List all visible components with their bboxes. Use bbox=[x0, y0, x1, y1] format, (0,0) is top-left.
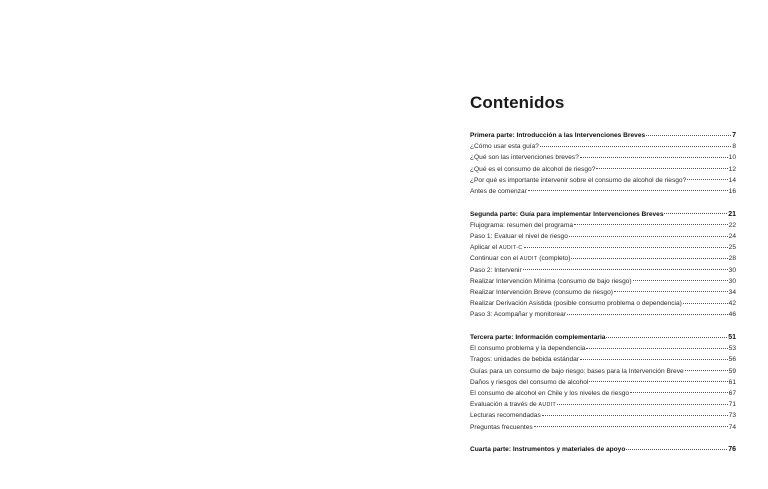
dot-leader bbox=[596, 167, 727, 169]
toc-entry[interactable] bbox=[470, 231, 736, 242]
toc-page-number: 22 bbox=[728, 221, 736, 229]
dot-leader bbox=[542, 414, 728, 416]
dot-leader bbox=[528, 189, 728, 191]
toc-page-number: 76 bbox=[728, 446, 736, 454]
toc-entry-label-text: Aplicar el bbox=[470, 244, 499, 252]
toc-entry[interactable] bbox=[470, 422, 736, 433]
toc-entry[interactable] bbox=[470, 186, 736, 197]
toc-page-number: 24 bbox=[728, 233, 736, 240]
toc-entry-label: El consumo de alcohol en Chile y los niveles de riesgo bbox=[470, 389, 630, 397]
toc-entry-label: Segunda parte: Guía para implementar Intervenciones Breves bbox=[470, 210, 664, 218]
toc-entry-label: ¿Qué es el consumo de alcohol de riesgo? bbox=[470, 165, 596, 173]
toc-page-number: 21 bbox=[728, 210, 736, 218]
toc-entry-label: Preguntas frecuentes bbox=[470, 423, 533, 431]
page-title: Contenidos bbox=[470, 93, 565, 112]
toc-entry-label: Guías para un consumo de bajo riesgo: bases para la Intervención Breve bbox=[470, 367, 684, 375]
dot-leader bbox=[606, 336, 727, 338]
toc-page-number: 67 bbox=[728, 389, 736, 397]
toc-entry[interactable] bbox=[470, 399, 736, 410]
toc-entry[interactable] bbox=[470, 343, 736, 354]
dot-leader bbox=[630, 391, 728, 393]
toc-part-heading[interactable] bbox=[470, 332, 736, 343]
toc-entry[interactable] bbox=[470, 388, 736, 399]
dot-leader bbox=[557, 403, 728, 405]
dot-leader bbox=[664, 212, 727, 214]
toc-entry[interactable] bbox=[470, 164, 736, 175]
toc-part-heading[interactable] bbox=[470, 209, 736, 220]
toc-entry-label: El consumo problema y la dependencia bbox=[470, 345, 586, 353]
dot-leader bbox=[534, 425, 728, 427]
toc-entry-label: ¿Por qué es importante intervenir sobre el consumo de alcohol de riesgo? bbox=[470, 176, 687, 184]
toc-page-number: 30 bbox=[728, 277, 736, 285]
toc-entry-label: Lecturas recomendadas bbox=[470, 412, 541, 420]
toc-page-number: 56 bbox=[728, 356, 736, 364]
toc-entry[interactable] bbox=[470, 287, 736, 298]
toc-entry[interactable] bbox=[470, 309, 736, 320]
toc-entry[interactable] bbox=[470, 276, 736, 287]
toc-entry-label: Paso 2: Intervenir bbox=[470, 266, 522, 274]
toc-entry[interactable] bbox=[470, 175, 736, 186]
toc-page-number: 61 bbox=[728, 378, 736, 386]
toc-page-number: 73 bbox=[728, 412, 736, 420]
toc-page-number: 8 bbox=[732, 143, 736, 151]
toc-page-number: 25 bbox=[728, 244, 736, 252]
dot-leader bbox=[580, 358, 728, 360]
toc-entry-label-text: Evaluación a través de bbox=[470, 401, 539, 409]
toc-section-1 bbox=[470, 130, 736, 197]
toc-page-number: 53 bbox=[728, 345, 736, 353]
dot-leader bbox=[580, 156, 728, 158]
toc-entry[interactable] bbox=[470, 366, 736, 377]
dot-leader bbox=[574, 223, 728, 225]
toc-part-heading[interactable] bbox=[470, 130, 736, 141]
dot-leader bbox=[685, 369, 728, 371]
dot-leader bbox=[646, 134, 731, 136]
toc-entry[interactable] bbox=[470, 220, 736, 231]
toc-page-number: 16 bbox=[728, 187, 736, 195]
toc-entry-label: Tragos: unidades de bebida estándar bbox=[470, 356, 579, 364]
toc-entry-label-text: (completo) bbox=[537, 255, 571, 263]
toc-entry-label: Realizar Derivación Asistida (posible consumo problema o dependencia) bbox=[470, 300, 682, 308]
dot-leader bbox=[687, 178, 727, 180]
toc-entry[interactable] bbox=[470, 298, 736, 309]
toc-entry-label: Paso 1: Evaluar el nivel de riesgo bbox=[470, 233, 568, 240]
toc-page-number: 12 bbox=[728, 165, 736, 173]
dot-leader bbox=[586, 347, 727, 349]
table-of-contents bbox=[470, 92, 736, 467]
toc-entry[interactable] bbox=[470, 354, 736, 365]
toc-entry-label: Cuarta parte: Instrumentos y materiales de apoyo bbox=[470, 446, 626, 454]
dot-leader bbox=[524, 246, 728, 248]
toc-entry-label: Antes de comenzar bbox=[470, 187, 527, 195]
audit-acronym: AUDIT bbox=[519, 256, 538, 263]
dot-leader bbox=[633, 279, 728, 281]
toc-page-number: 71 bbox=[728, 401, 736, 409]
toc-entry-label: ¿Qué son las intervenciones breves? bbox=[470, 154, 579, 162]
toc-section-3 bbox=[470, 332, 736, 433]
audit-acronym: AUDIT bbox=[538, 402, 557, 409]
toc-entry-label: Daños y riesgos del consumo de alcohol bbox=[470, 378, 589, 386]
toc-entry-label: Flujograma: resumen del programa bbox=[470, 221, 573, 229]
toc-entry[interactable] bbox=[470, 253, 736, 264]
toc-entry-label: Primera parte: Introducción a las Intervenciones Breves bbox=[470, 132, 646, 139]
toc-page-number: 51 bbox=[728, 334, 736, 341]
toc-entry-label: Paso 3: Acompañar y monitorear bbox=[470, 311, 567, 319]
dot-leader bbox=[540, 145, 731, 147]
toc-section-4 bbox=[470, 444, 736, 455]
dot-leader bbox=[569, 235, 728, 237]
toc-entry[interactable] bbox=[470, 242, 736, 253]
toc-page-number: 46 bbox=[728, 311, 736, 319]
dot-leader bbox=[589, 380, 727, 382]
toc-entry[interactable] bbox=[470, 410, 736, 421]
dot-leader bbox=[523, 268, 728, 270]
toc-entry[interactable] bbox=[470, 377, 736, 388]
toc-entry-label: Realizar Intervención Breve (consumo de riesgo) bbox=[470, 288, 613, 296]
toc-page-number: 59 bbox=[728, 367, 736, 375]
toc-entry[interactable] bbox=[470, 141, 736, 152]
dot-leader bbox=[683, 302, 728, 304]
dot-leader bbox=[626, 448, 727, 450]
toc-section-2 bbox=[470, 209, 736, 321]
toc-page-number: 30 bbox=[728, 266, 736, 274]
toc-entry-label: Realizar Intervención Mínima (consumo de bajo riesgo) bbox=[470, 277, 632, 285]
toc-page-number: 7 bbox=[732, 132, 736, 139]
toc-entry-label: Tercera parte: Información complementaria bbox=[470, 334, 606, 341]
toc-page-number: 14 bbox=[728, 176, 736, 184]
toc-entry[interactable] bbox=[470, 152, 736, 163]
toc-page-number: 74 bbox=[728, 423, 736, 431]
toc-page-number: 42 bbox=[728, 300, 736, 308]
audit-c-acronym: AUDIT-C bbox=[498, 245, 523, 252]
toc-part-heading[interactable] bbox=[470, 444, 736, 455]
toc-entry[interactable] bbox=[470, 265, 736, 276]
toc-page-number: 28 bbox=[728, 255, 736, 263]
toc-entry-label: ¿Cómo usar esta guía? bbox=[470, 143, 539, 151]
toc-entry-label-text: Continuar con el bbox=[470, 255, 520, 263]
toc-page-number: 34 bbox=[728, 288, 736, 296]
toc-page-number: 10 bbox=[728, 154, 736, 162]
dot-leader bbox=[567, 313, 728, 315]
dot-leader bbox=[614, 290, 728, 292]
dot-leader bbox=[571, 257, 727, 259]
